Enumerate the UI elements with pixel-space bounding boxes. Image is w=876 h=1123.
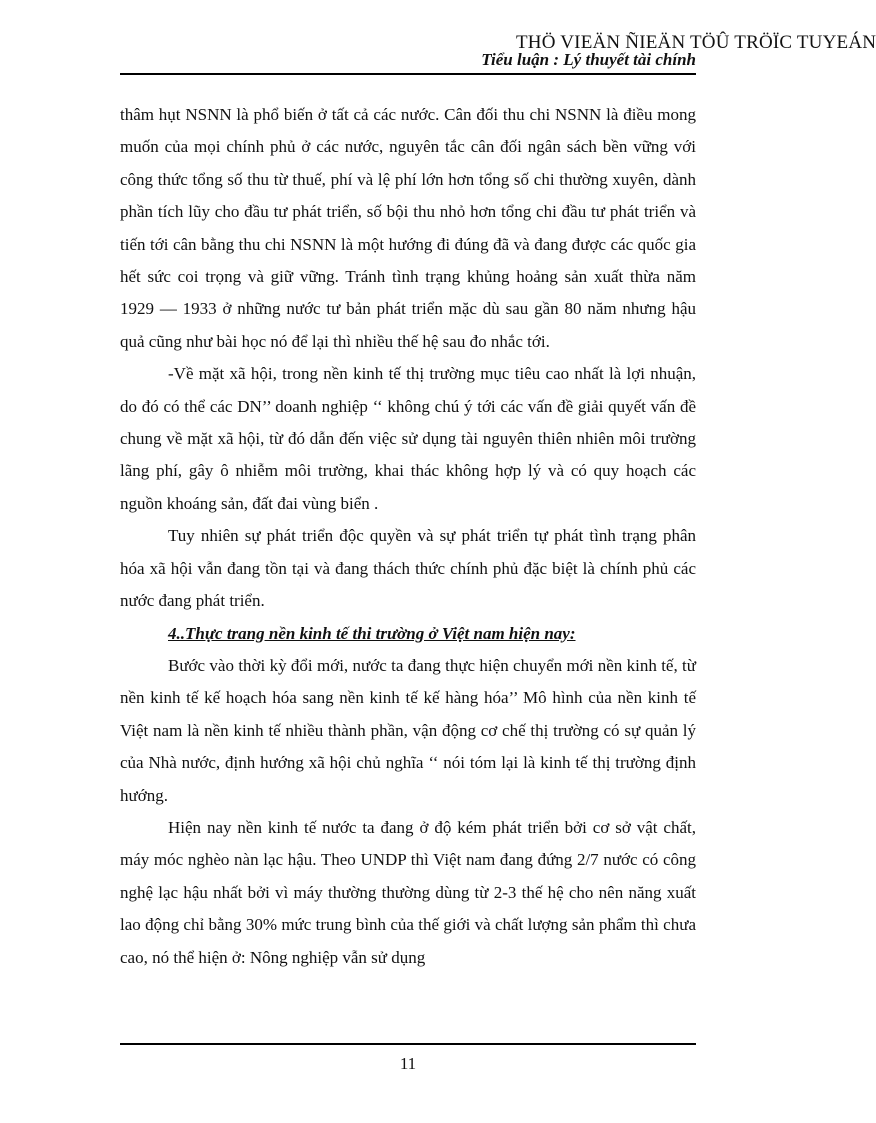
header-rule [120,73,696,75]
site-title: THÖ VIEÄN ÑIEÄN TÖÛ TRÖÏC TUYEÁN [516,32,876,53]
paragraph-current-state: Hiện nay nền kinh tế nước ta đang ở độ kém phát triển bởi cơ sở vật chất, máy móc nghèo nàn lạc hậu. Theo UNDP thì Việt nam đang đứng 2/7 nước có công nghệ lạc hậu nhất bởi vì máy thường thường dùng từ 2-3 thế hệ cho nên năng xuất lao động chỉ bằng 30% mức trung bình của thế giới và chất lượng sản phẩm thì chưa cao, nó thể hiện ở: Nông nghiệp vẫn sử dụng [120,817,696,967]
page-body [120,99,696,974]
paragraph-social-aspect: -Về mặt xã hội, trong nền kinh tế thị trường mục tiêu cao nhất là lợi nhuận, do đó có thể các DN’’ doanh nghiệp ‘‘ không chú ý tới các vấn đề giải quyết vấn đề chung về mặt xã hội, từ đó dẫn đến việc sử dụng tài nguyên thiên nhiên môi trường lãng phí, gây ô nhiễm môi trường, khai thác không hợp lý và có quy hoạch các nguồn khoáng sản, đất đai vùng biển . [120,364,696,513]
footer-rule [120,1043,696,1045]
section-heading: 4..Thực trang nền kinh tế thi trường ở Việt nam hiện nay: [168,623,576,643]
paragraph-monopoly: Tuy nhiên sự phát triển độc quyền và sự phát triển tự phát tình trạng phân hóa xã hội vẫn đang tồn tại và đang thách thức chính phủ đặc biệt là chính phủ các nước đang phát triển. [120,526,696,611]
page-number: 11 [399,1054,417,1073]
document-title: Tiểu luận : Lý thuyết tài chính [481,50,696,69]
paragraph-budget-balance: thâm hụt NSNN là phổ biến ở tất cả các nước. Cân đối thu chi NSNN là điều mong muốn của mọi chính phủ ở các nước, nguyên tắc cân đối ngân sách bền vững với công thức tổng số thu từ thuế, phí và lệ phí lớn hơn tổng số chi thường xuyên, dành phần tích lũy cho đầu tư phát triển, số bội thu nhỏ hơn tổng chi đầu tư phát triển và tiến tới cân bằng thu chi NSNN là một hướng đi đúng đã và đang được các quốc gia hết sức coi trọng và giữ vững. Tránh tình trạng khủng hoảng sản xuất thừa năm 1929 — 1933 ở những nước tư bản phát triển mặc dù sau gần 80 năm nhưng hậu quả cũng như bài học nó để lại thì nhiều thế hệ sau đo nhắc tới. [120,105,696,351]
paragraph-renovation: Bước vào thời kỳ đổi mới, nước ta đang thực hiện chuyển mới nền kinh tế, từ nền kinh tế kế hoạch hóa sang nền kinh tế kế hàng hóa’’ Mô hình của nền kinh tế Việt nam là nền kinh tế nhiều thành phần, vận động cơ chế thị trường có sự quản lý của Nhà nước, định hướng xã hội chủ nghĩa ‘‘ nói tóm lại là kinh tế thị trường định hướng. [120,655,696,805]
